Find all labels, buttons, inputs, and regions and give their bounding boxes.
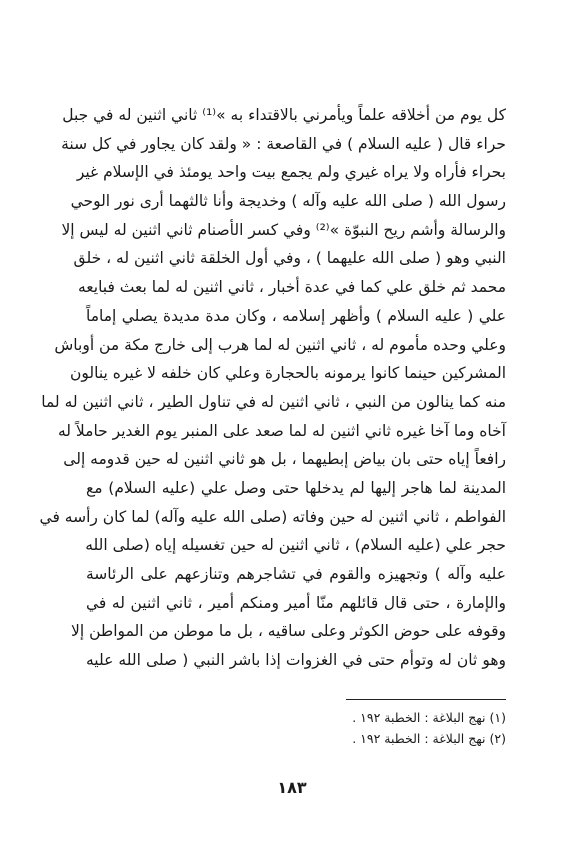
main-text-block [39, 101, 506, 675]
text-line: الفواطم ، ثاني اثنين له حين وفاته (صلى الله عليه وآله) لما كان رأسه في [39, 507, 506, 526]
text-line: محمد ثم خلق علي كما في عدة أخبار ، ثاني اثنين له لما بعث فبايعه [77, 278, 506, 297]
text-line: وعلي وحده مأموم له ، ثاني اثنين له لما هرب إلى خارج مكة من أوباش [54, 335, 506, 354]
footnote: (١) نهج البلاغة : الخطبة ١٩٢ . [352, 710, 506, 725]
text-line: وهو ثان له وتوأم حتى في الغزوات إذا باشر النبي ( صلى الله عليه [86, 651, 506, 670]
footnotes-block [250, 707, 506, 749]
text-line: منه كما ينالون من النبي ، ثاني اثنين له في تناول الطير ، ثاني اثنين له لما [41, 392, 506, 411]
text-line: النبي وهو ( صلى الله عليهما ) ، وفي أول الخلقة ثاني اثنين له ، خلق [73, 249, 506, 268]
footnote-divider [346, 699, 506, 700]
text-line: عليه وآله ) وتجهيزه والقوم في تشاجرهم وتنازعهم على الرئاسة [86, 565, 506, 583]
text-line: المشركين حينما كانوا يرمونه بالحجارة وعلي كان خلفه لا غيره ينالون [70, 364, 506, 383]
text-line: بحراء فأراه ولا يراه غيري ولم يجمع بيت واحد يومئذ في الإسلام غير [76, 163, 506, 182]
text-line: والإمارة ، حتى قال قائلهم منّا أمير ومنكم أمير ، ثاني اثنين له في [86, 593, 506, 612]
text-line: حراء قال ( عليه السلام ) في القاصعة : « ولقد كان يجاور في كل سنة [61, 134, 506, 153]
page-number: ١٨٣ [277, 778, 307, 797]
text-line: كل يوم من أخلاقه علماً ويأمرني بالاقتداء به »⁽¹⁾ ثاني اثنين له في جبل [62, 106, 506, 124]
text-line: المدينة لما هاجر إليها لم يدخلها حتى وصل علي (عليه السلام) مع [86, 478, 506, 497]
text-line: وقوفه على حوض الكوثر وعلى ساقيه ، بل ما موطن من المواطن إلا [71, 622, 506, 641]
text-line: علي ( عليه السلام ) وأظهر إسلامه ، وكان مدة مديدة يصلي إماماً [86, 306, 506, 325]
text-line: حجر علي (عليه السلام) ، ثاني اثنين له حين تغسيله إياه (صلى الله [85, 536, 506, 555]
footnote: (٢) نهج البلاغة : الخطبة ١٩٢ . [352, 731, 506, 746]
text-line: رسول الله ( صلى الله عليه وآله ) وخديجة وأنا ثالثهما أرى نور الوحي [70, 192, 506, 211]
text-line: رافعاً إياه حتى بان بياض إبطيهما ، بل هو ثاني اثنين له حين قدومه إلى [63, 450, 506, 469]
text-line: والرسالة وأشم ريح النبوّة »⁽²⁾ وفي كسر الأصنام ثاني اثنين له ليس إلا [61, 220, 506, 239]
text-line: آخاه وما آخا غيره ثاني اثنين له لما صعد على المنبر يوم الغدير حاملاً له [57, 421, 506, 440]
